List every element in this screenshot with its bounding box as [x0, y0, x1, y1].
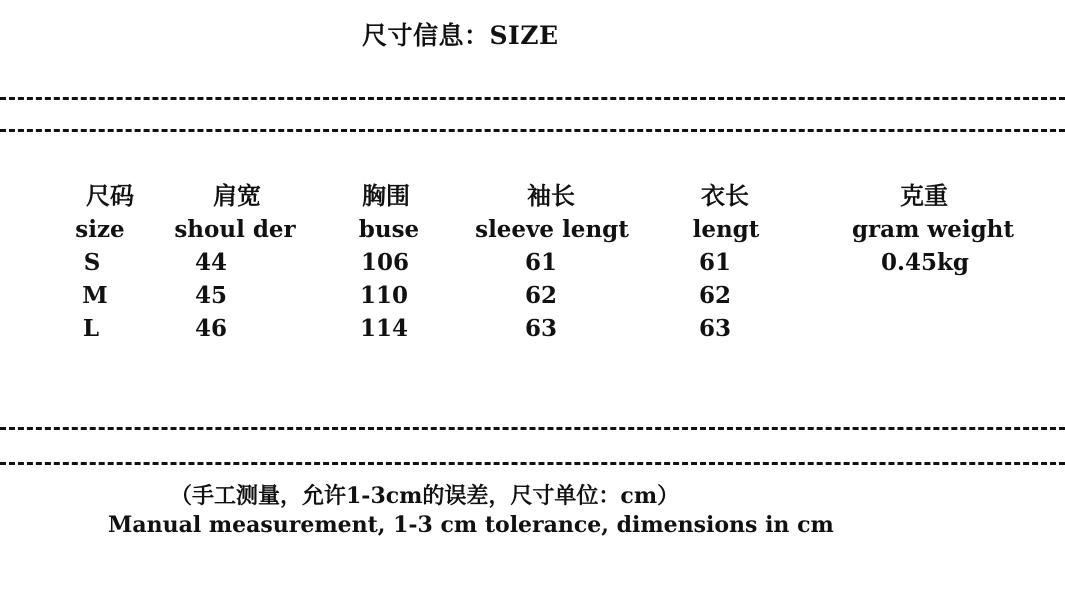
- measurement-note-en: Manual measurement, 1-3 cm tolerance, dimensions in cm: [108, 512, 834, 538]
- dashed-divider: [0, 97, 1065, 100]
- table-cell: 44: [194, 249, 228, 276]
- header-en-sleeve: sleeve lengt: [475, 216, 629, 243]
- dashed-divider: [0, 462, 1065, 465]
- table-cell: M: [82, 282, 108, 309]
- header-zh-shoulder: 肩宽: [213, 181, 261, 210]
- table-cell: S: [83, 249, 101, 276]
- table-cell: 106: [360, 249, 410, 276]
- table-cell: 110: [359, 282, 409, 309]
- table-cell: L: [82, 315, 100, 342]
- table-cell: 62: [524, 282, 558, 309]
- table-cell: 63: [698, 315, 732, 342]
- header-zh-sleeve: 袖长: [527, 181, 575, 210]
- table-cell: 63: [524, 315, 558, 342]
- table-cell: 61: [524, 249, 558, 276]
- table-cell: 61: [698, 249, 732, 276]
- header-zh-length: 衣长: [701, 181, 749, 210]
- measurement-note-zh: （手工测量，允许1-3cm的误差，尺寸单位：cm）: [170, 483, 680, 509]
- page-title: 尺寸信息：SIZE: [362, 21, 559, 50]
- header-en-bust: buse: [358, 216, 420, 243]
- header-en-length: lengt: [692, 216, 760, 243]
- table-cell: 0.45kg: [880, 249, 970, 276]
- dashed-divider: [0, 129, 1065, 132]
- table-cell: 62: [698, 282, 732, 309]
- header-zh-bust: 胸围: [362, 181, 410, 210]
- table-cell: 46: [194, 315, 228, 342]
- header-en-shoulder: shoul der: [174, 216, 296, 243]
- header-zh-weight: 克重: [900, 181, 948, 210]
- header-zh-size: 尺码: [86, 181, 134, 210]
- table-cell: 45: [194, 282, 228, 309]
- dashed-divider: [0, 427, 1065, 430]
- header-en-size: size: [75, 216, 125, 243]
- header-en-weight: gram weight: [851, 216, 1015, 243]
- table-cell: 114: [359, 315, 409, 342]
